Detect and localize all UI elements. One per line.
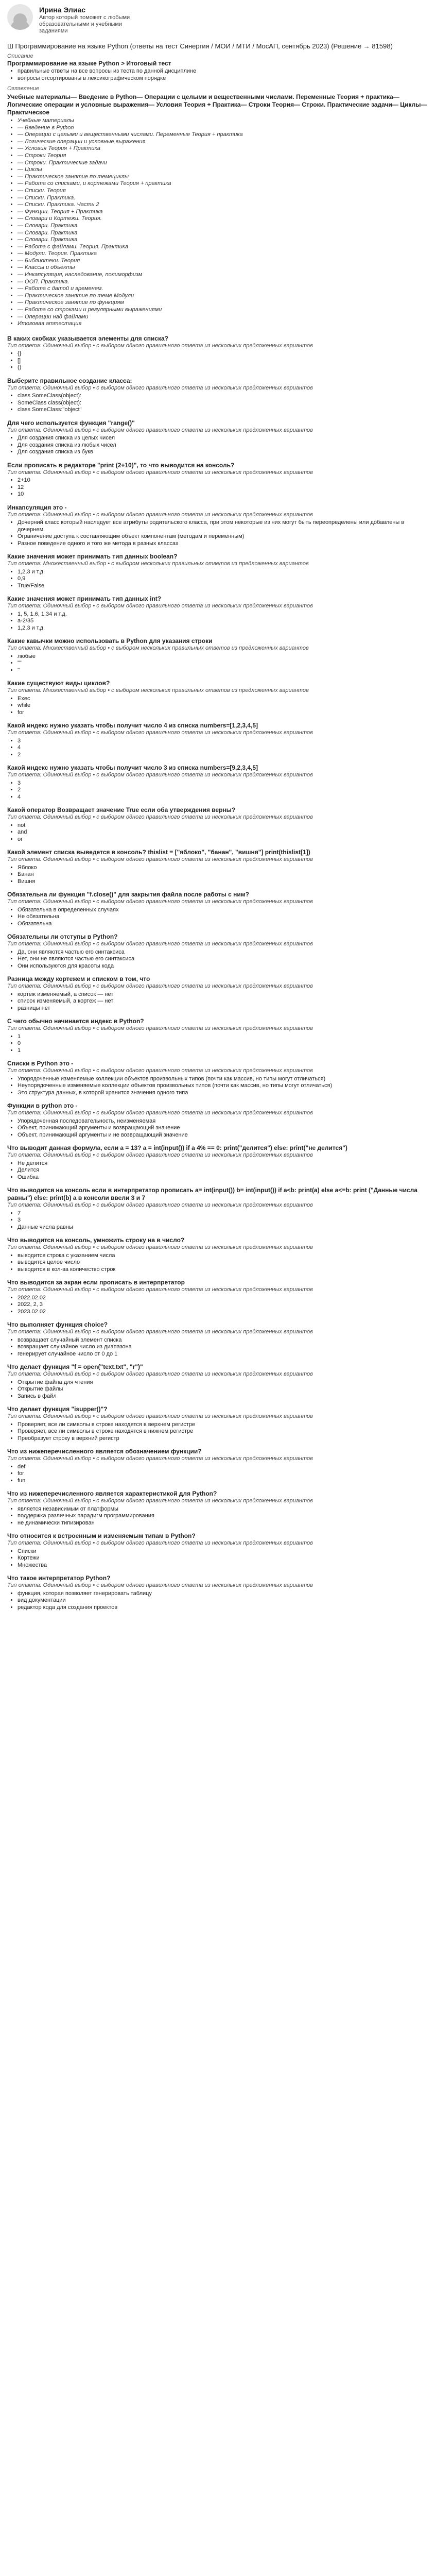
toc-item[interactable]: • — Строки Теория <box>18 152 428 160</box>
question-block <box>7 1363 428 1400</box>
question-block <box>7 419 428 456</box>
author-name[interactable]: Ирина Элиас <box>39 6 86 14</box>
answer-option: • Объект, принимающий аргументы и возвращающий значение <box>18 1125 428 1132</box>
question-block <box>7 462 428 498</box>
answer-option: • Не обязательна <box>18 913 428 921</box>
answer-type: Тип ответа: Одиночный выбор • с выбором одного правильного ответа из нескольких предложенных вариантов <box>7 730 313 736</box>
avatar[interactable] <box>7 4 33 30</box>
answer-options <box>7 780 428 801</box>
answer-option: • Списки <box>18 1548 428 1555</box>
answer-type: Тип ответа: Одиночный выбор • с выбором одного правильного ответа из нескольких предложенных вариантов <box>7 469 313 476</box>
answer-option: • Обязательна <box>18 921 428 928</box>
answer-option: • 2+10 <box>18 477 428 484</box>
answer-options <box>7 1033 428 1055</box>
question-title: Что из нижеперечисленного является характеристикой для Python? <box>7 1490 217 1498</box>
question-block <box>7 891 428 927</box>
answer-option: • 0,9 <box>18 575 428 583</box>
answer-type: Тип ответа: Одиночный выбор • с выбором одного правильного ответа из нескольких предложенных вариантов <box>7 1110 313 1116</box>
author-description: Автор который поможет с любыми образовательными и учебными заданиями <box>39 14 130 34</box>
question-block <box>7 1490 428 1527</box>
answer-option: • Ошибка <box>18 1174 428 1181</box>
toc-item[interactable]: • — Условия Теория + Практика <box>18 145 428 152</box>
toc-item[interactable]: • — Инкапсуляция, наследование, полиморфизм <box>18 272 428 279</box>
answer-type: Тип ответа: Одиночный выбор • с выбором одного правильного ответа из нескольких предложенных вариантов <box>7 1455 313 1462</box>
question-block <box>7 1018 428 1054</box>
answer-options <box>7 1160 428 1181</box>
answer-option: • for <box>18 1470 428 1478</box>
question-title: Какие значения может принимать тип данных int? <box>7 595 162 603</box>
answer-options <box>7 1118 428 1139</box>
toc-item[interactable]: • Учебные материалы <box>18 117 428 125</box>
question-title: В каких скобках указывается элементы для списка? <box>7 334 168 342</box>
toc-item[interactable]: • — Работа со списками, и кортежами Теория + практика <box>18 180 428 188</box>
user-icon <box>13 13 27 27</box>
answer-option: • выводится в кол-ва количество строк <box>18 1266 428 1274</box>
answer-option: • возвращает случайный элемент списка <box>18 1337 428 1344</box>
answer-option: • 1 <box>18 1033 428 1041</box>
answer-option: • Множества <box>18 1562 428 1569</box>
answer-type: Тип ответа: Одиночный выбор • с выбором одного правильного ответа из нескольких предложенных вариантов <box>7 1498 313 1504</box>
question-block <box>7 1321 428 1358</box>
answer-option: • Дочерний класс который наследует все атрибуты родительского класса, при этом некоторые из них могут быть переопределены или добавлены в дочернем <box>18 519 428 533</box>
questions-list <box>7 335 428 1612</box>
toc-list <box>7 117 428 328</box>
answer-option: • Объект, принимающий аргументы и не возвращающий значение <box>18 1132 428 1139</box>
question-title: Что выводится за экран если прописать в интерпретатор <box>7 1279 185 1286</box>
answer-type: Тип ответа: Одиночный выбор • с выбором одного правильного ответа из нескольких предложенных вариантов <box>7 1025 313 1032</box>
toc-item[interactable]: • — Работа с датой и временем. <box>18 285 428 293</box>
answer-options <box>7 519 428 547</box>
question-title: Какой индекс нужно указать чтобы получит число 3 из списка numbers=[9,2,3,4,5] <box>7 764 258 772</box>
document-title: Ш Программирование на языке Python (ответы на тест Синергия / МОИ / МТИ / МосАП, сентябрь 2023) (Решение → 81598) <box>7 42 393 50</box>
answer-option: • вид документации <box>18 1597 428 1604</box>
answer-options <box>7 991 428 1012</box>
answer-option: • 4 <box>18 794 428 801</box>
answer-type: Тип ответа: Одиночный выбор • с выбором одного правильного ответа из нескольких предложенных вариантов <box>7 856 313 863</box>
question-title: Обязательны ли отступы в Python? <box>7 933 118 941</box>
answer-option: • возвращает случайное число из диапазона <box>18 1344 428 1351</box>
description-bullet: • правильные ответы на все вопросы из теста по данной дисциплине <box>18 67 428 75</box>
answer-option: • 1, 5, 1.6, 1.34 и т.д. <box>18 611 428 618</box>
answer-option: • Упорядоченные изменяемые коллекции объектов произвольных типов (почти как массив, но типы могут отличаться) <box>18 1076 428 1083</box>
toc-item[interactable]: • — Циклы <box>18 166 428 174</box>
answer-type: Тип ответа: Одиночный выбор • с выбором одного правильного ответа из нескольких предложенных вариантов <box>7 899 313 905</box>
answer-options <box>7 1337 428 1358</box>
answer-option: • 1,2,3 и т.д. <box>18 625 428 632</box>
answer-options <box>7 435 428 456</box>
answer-option: • while <box>18 702 428 709</box>
question-block <box>7 722 428 758</box>
answer-option: • не динамически типизирован <box>18 1520 428 1527</box>
answer-option: • {} <box>18 350 428 358</box>
answer-option: • Преобразует строку в верхний регистр <box>18 1435 428 1443</box>
answer-type: Тип ответа: Одиночный выбор • с выбором одного правильного ответа из нескольких предложенных вариантов <box>7 983 313 990</box>
question-block <box>7 1236 428 1273</box>
toc-item[interactable]: • — Модули. Теория. Практика <box>18 250 428 258</box>
description-bullet: • вопросы отсортированы в лексикографическом порядке <box>18 75 428 82</box>
question-block <box>7 335 428 371</box>
answer-type: Тип ответа: Одиночный выбор • с выбором одного правильного ответа из нескольких предложенных вариантов <box>7 941 313 947</box>
question-title: Какие существуют виды циклов? <box>7 680 110 687</box>
answer-options <box>7 1252 428 1274</box>
answer-option: • Нет, они не являются частью его синтаксиса <box>18 956 428 963</box>
toc-item[interactable]: • — Логические операции и условные выражения <box>18 139 428 146</box>
answer-options <box>7 477 428 498</box>
answer-option: • список изменяемый, а кортеж — нет <box>18 998 428 1005</box>
answer-option: • Проверяет, все ли символы в строке находятся в нижнем регистре <box>18 1428 428 1435</box>
answer-option: • 3 <box>18 1217 428 1224</box>
toc-item[interactable]: • — Практическое занятие по теме Модули <box>18 293 428 300</box>
question-title: Что делает функция "f = open("text.txt", "r")" <box>7 1363 143 1371</box>
answer-type: Тип ответа: Множественный выбор • с выбором нескольких правильных ответов из предложенных вариантов <box>7 645 309 652</box>
answer-type: Тип ответа: Одиночный выбор • с выбором одного правильного ответа из нескольких предложенных вариантов <box>7 1152 313 1159</box>
question-block <box>7 1405 428 1442</box>
answer-options <box>7 822 428 843</box>
answer-option: • генерирует случайное число от 0 до 1 <box>18 1351 428 1358</box>
question-block <box>7 595 428 632</box>
answer-type: Тип ответа: Одиночный выбор • с выбором одного правильного ответа из нескольких предложенных вариантов <box>7 814 313 821</box>
question-title: Функции в python это - <box>7 1102 78 1110</box>
question-title: Обязательна ли функция "f.close()" для закрытия файла после работы с ним? <box>7 891 250 899</box>
answer-option: • выводится целое число <box>18 1259 428 1266</box>
answer-option: • Кортежи <box>18 1555 428 1562</box>
toc-item[interactable]: • — Операции над файлами <box>18 314 428 321</box>
answer-options <box>7 1590 428 1612</box>
answer-option: • 10 <box>18 491 428 498</box>
toc-item[interactable]: • — Практическое занятие по функциям <box>18 299 428 307</box>
toc-item[interactable]: • — Словари. Практика. <box>18 236 428 244</box>
answer-options <box>7 611 428 632</box>
question-block <box>7 975 428 1012</box>
answer-option: • 2 <box>18 752 428 759</box>
question-title: Какой оператор Возвращает значение True если оба утверждения верны? <box>7 806 236 814</box>
toc-item[interactable]: • — Словари. Практика. <box>18 230 428 237</box>
question-title: Что выводится на консоль если в интерпретатор прописать a= int(input()) b= int(input()) if a<b: print(a) else a<=b: print ("Данные числа равны") else: print(b) а в консоли ввели 3 и 7 <box>7 1187 417 1202</box>
answer-option: • Они используются для красоты кода <box>18 963 428 970</box>
toc-item[interactable]: • — ООП. Практика. <box>18 279 428 286</box>
answer-option: • for <box>18 709 428 717</box>
question-title: Какие значения может принимать тип данных boolean? <box>7 553 178 561</box>
toc-item[interactable]: • Итоговая аттестация <box>18 320 428 328</box>
answer-option: • поддержка различных парадигм программирования <box>18 1513 428 1520</box>
answer-option: • 12 <box>18 484 428 492</box>
answer-options <box>7 1295 428 1316</box>
answer-options <box>7 1076 428 1097</box>
toc-item[interactable]: • — Словари. Практика. <box>18 223 428 230</box>
answer-options <box>7 907 428 928</box>
question-title: Какой индекс нужно указать чтобы получит число 4 из списка numbers=[1,2,3,4,5] <box>7 722 258 730</box>
answer-option: • '' <box>18 667 428 674</box>
question-block <box>7 849 428 885</box>
question-block <box>7 1532 428 1569</box>
answer-option: • Вишня <box>18 878 428 886</box>
answer-type: Тип ответа: Одиночный выбор • с выбором одного правильного ответа из нескольких предложенных вариантов <box>7 1371 313 1378</box>
answer-option: • 3 <box>18 780 428 787</box>
answer-type: Тип ответа: Одиночный выбор • с выбором одного правильного ответа из нескольких предложенных вариантов <box>7 1413 313 1420</box>
description-label: Описание <box>7 53 33 59</box>
answer-option: • 2022, 2, 3 <box>18 1301 428 1309</box>
answer-options <box>7 1379 428 1400</box>
question-block <box>7 1279 428 1315</box>
answer-option: • and <box>18 829 428 836</box>
answer-type: Тип ответа: Одиночный выбор • с выбором одного правильного ответа из нескольких предложенных вариантов <box>7 1286 313 1293</box>
answer-option: • выводится строка с указанием числа <box>18 1252 428 1260</box>
question-block <box>7 1102 428 1139</box>
answer-option: • любые <box>18 653 428 660</box>
answer-type: Тип ответа: Одиночный выбор • с выбором одного правильного ответа из нескольких предложенных вариантов <box>7 1540 313 1547</box>
answer-option: • SomeClass class(object): <box>18 400 428 407</box>
answer-option: • "" <box>18 660 428 667</box>
answer-option: • Открытие файлы <box>18 1386 428 1393</box>
description-list <box>7 67 428 82</box>
question-title: Что выводит данная формула, если a = 13? a = int(input()) if a 4% == 0: print("делится") else: print("не делится") <box>7 1144 347 1152</box>
question-block <box>7 1187 428 1231</box>
answer-type: Тип ответа: Одиночный выбор • с выбором одного правильного ответа из нескольких предложенных вариантов <box>7 1582 313 1589</box>
answer-option: • Для создания списка из букв <box>18 449 428 456</box>
author-info <box>39 4 137 35</box>
toc-item[interactable]: • — Классы и объекты <box>18 264 428 272</box>
answer-option: • 0 <box>18 1040 428 1047</box>
answer-options <box>7 1464 428 1485</box>
answer-option: • Ограничение доступа к составляющим объект компонентам (методам и переменным) <box>18 533 428 540</box>
answer-options <box>7 1506 428 1527</box>
question-title: Какие кавычки можно использовать в Python для указания строки <box>7 637 213 645</box>
question-block <box>7 1060 428 1096</box>
question-block <box>7 504 428 548</box>
answer-type: Тип ответа: Одиночный выбор • с выбором одного правильного ответа из нескольких предложенных вариантов <box>7 342 313 349</box>
answer-options <box>7 393 428 414</box>
answer-option: • or <box>18 836 428 843</box>
answer-option: • 4 <box>18 744 428 752</box>
toc-item[interactable]: • — Словари и Кортежи. Теория. <box>18 215 428 223</box>
question-block <box>7 637 428 674</box>
answer-type: Тип ответа: Одиночный выбор • с выбором одного правильного ответа из нескольких предложенных вариантов <box>7 1244 313 1251</box>
answer-option: • 3 <box>18 738 428 745</box>
toc-label: Оглавление <box>7 86 40 92</box>
toc-title: Учебные материалы— Введение в Python— Операции с целыми и вещественными числами. Переменные Теория + практика— Логические операции и условные выражения— Условия Теория + Практика— Строки Теория— Строки. Практические задачи— Циклы— Практическое <box>7 93 427 116</box>
question-block <box>7 764 428 801</box>
question-title: Для чего используется функция "range()" <box>7 419 135 427</box>
answer-option: • Для создания списка из целых чисел <box>18 435 428 442</box>
answer-type: Тип ответа: Одиночный выбор • с выбором одного правильного ответа из нескольких предложенных вариантов <box>7 1067 313 1074</box>
answer-option: • [] <box>18 358 428 365</box>
answer-option: • Проверяет, все ли символы в строке находятся в верхнем регистре <box>18 1421 428 1429</box>
answer-type: Тип ответа: Одиночный выбор • с выбором одного правильного ответа из нескольких предложенных вариантов <box>7 603 313 609</box>
question-title: Списки в Python это - <box>7 1060 74 1067</box>
description-section <box>7 53 428 82</box>
answer-type: Тип ответа: Одиночный выбор • с выбором одного правильного ответа из нескольких предложенных вариантов <box>7 511 313 518</box>
answer-option: • Делится <box>18 1167 428 1174</box>
answer-option: • Данные числа равны <box>18 1224 428 1231</box>
toc-item[interactable]: • — Работа с файлами. Теория. Практика <box>18 244 428 251</box>
answer-option: • Разное поведение одного и того же метода в разных классах <box>18 540 428 548</box>
toc-item[interactable]: • — Операции с целыми и вещественными числами. Переменные Теория + практика <box>18 131 428 139</box>
answer-options <box>7 738 428 759</box>
answer-option: • class SomeClass(object): <box>18 393 428 400</box>
answer-option: • а-2/35 <box>18 618 428 625</box>
question-block <box>7 1144 428 1181</box>
question-title: Что относится к встроенным и изменяемым типам в Python? <box>7 1532 196 1540</box>
answer-option: • def <box>18 1464 428 1471</box>
answer-option: • () <box>18 364 428 371</box>
question-block <box>7 1574 428 1611</box>
toc-item[interactable]: • — Библиотеки. Теория <box>18 258 428 265</box>
answer-option: • True/False <box>18 583 428 590</box>
answer-option: • 2023.02.02 <box>18 1309 428 1316</box>
question-title: Какой элемент списка выведется в консоль? thislist = ["яблоко", "банан", "вишня"] print(thislist[1]) <box>7 849 310 856</box>
question-title: Что выводится на консоль, умножить строку на в число? <box>7 1236 185 1244</box>
answer-option: • 2022.02.02 <box>18 1295 428 1302</box>
question-block <box>7 377 428 414</box>
answer-option: • редактор кода для создания проектов <box>18 1604 428 1612</box>
toc-item[interactable]: • — Функции. Теория + Практика <box>18 209 428 216</box>
toc-item[interactable]: • — Работа со строками и регулярными выражениями <box>18 307 428 314</box>
answer-options <box>7 350 428 371</box>
answer-options <box>7 865 428 886</box>
question-title: Если прописать в редакторе "print (2+10)", то что выводится на консоль? <box>7 461 235 469</box>
answer-option: • функция, которая позволяет генерировать таблицу <box>18 1590 428 1598</box>
question-block <box>7 553 428 589</box>
answer-option: • Упорядоченная последовательность, неизменяемая <box>18 1118 428 1125</box>
question-block <box>7 1448 428 1484</box>
answer-option: • Банан <box>18 871 428 878</box>
answer-option: • Это структура данных, в которой хранится значения одного типа <box>18 1090 428 1097</box>
answer-option: • 7 <box>18 1210 428 1217</box>
answer-type: Тип ответа: Множественный выбор • с выбором нескольких правильных ответов из предложенных вариантов <box>7 561 309 567</box>
question-title: Выберите правильное создание класса: <box>7 377 132 384</box>
description-heading: Программирование на языке Python > Итоговый тест <box>7 60 171 67</box>
answer-option: • Не делится <box>18 1160 428 1167</box>
answer-type: Тип ответа: Одиночный выбор • с выбором одного правильного ответа из нескольких предложенных вариантов <box>7 427 313 433</box>
question-block <box>7 806 428 843</box>
answer-options <box>7 949 428 970</box>
answer-option: • Да, они являются частью его синтаксиса <box>18 949 428 956</box>
toc-item[interactable]: • — Списки. Теория <box>18 188 428 195</box>
answer-options <box>7 696 428 717</box>
answer-type: Тип ответа: Одиночный выбор • с выбором одного правильного ответа из нескольких предложенных вариантов <box>7 1202 313 1209</box>
question-title: Что такое интерпретатор Python? <box>7 1574 111 1582</box>
answer-options <box>7 569 428 590</box>
answer-option: • кортеж изменяемый, а список — нет <box>18 991 428 998</box>
answer-option: • Яблоко <box>18 865 428 872</box>
answer-option: • class SomeClass:"object" <box>18 406 428 414</box>
answer-type: Тип ответа: Одиночный выбор • с выбором одного правильного ответа из нескольких предложенных вариантов <box>7 384 313 391</box>
question-title: Что выполняет функция choice? <box>7 1321 108 1329</box>
question-block <box>7 933 428 970</box>
answer-option: • 1 <box>18 1047 428 1055</box>
question-title: Что делает функция "isupper()"? <box>7 1405 108 1413</box>
question-title: Что из нижеперечисленного является обозначением функции? <box>7 1448 202 1455</box>
question-title: Инкапсуляция это - <box>7 503 67 511</box>
answer-option: • Обязательна в определенных случаях <box>18 907 428 914</box>
question-title: Разница между кортежем и списком в том, что <box>7 975 150 983</box>
toc-item[interactable]: • — Строки. Практические задачи <box>18 160 428 167</box>
toc-item[interactable]: • — Списки. Практика. <box>18 195 428 202</box>
toc-item[interactable]: • — Введение в Python <box>18 125 428 132</box>
question-block <box>7 680 428 716</box>
answer-type: Тип ответа: Множественный выбор • с выбором нескольких правильных ответов из предложенных вариантов <box>7 687 309 694</box>
answer-option: • Открытие файла для чтения <box>18 1379 428 1386</box>
answer-type: Тип ответа: Одиночный выбор • с выбором одного правильного ответа из нескольких предложенных вариантов <box>7 1329 313 1335</box>
answer-options <box>7 1210 428 1231</box>
answer-option: • Для создания списка из любых чисел <box>18 442 428 449</box>
answer-option: • Неупорядоченные изменяемые коллекции объектов произвольных типов (почти как массив, но типы могут отличаться) <box>18 1082 428 1090</box>
answer-option: • разницы нет <box>18 1005 428 1012</box>
answer-options <box>7 1421 428 1443</box>
toc-item[interactable]: • — Списки. Практика. Часть 2 <box>18 201 428 209</box>
toc-item[interactable]: • — Практическое занятие по темециклы <box>18 174 428 181</box>
answer-options <box>7 1548 428 1569</box>
answer-option: • Запись в файл <box>18 1393 428 1400</box>
answer-options <box>7 653 428 674</box>
author-header <box>7 4 428 41</box>
toc-section <box>7 85 428 328</box>
answer-option: • fun <box>18 1478 428 1485</box>
answer-type: Тип ответа: Одиночный выбор • с выбором одного правильного ответа из нескольких предложенных вариантов <box>7 772 313 778</box>
question-title: С чего обычно начинается индекс в Python? <box>7 1018 144 1025</box>
answer-option: • Exec <box>18 696 428 703</box>
answer-option: • 2 <box>18 787 428 794</box>
answer-option: • является независимым от платформы <box>18 1506 428 1513</box>
answer-option: • not <box>18 822 428 829</box>
answer-option: • 1,2,3 и т.д. <box>18 569 428 576</box>
